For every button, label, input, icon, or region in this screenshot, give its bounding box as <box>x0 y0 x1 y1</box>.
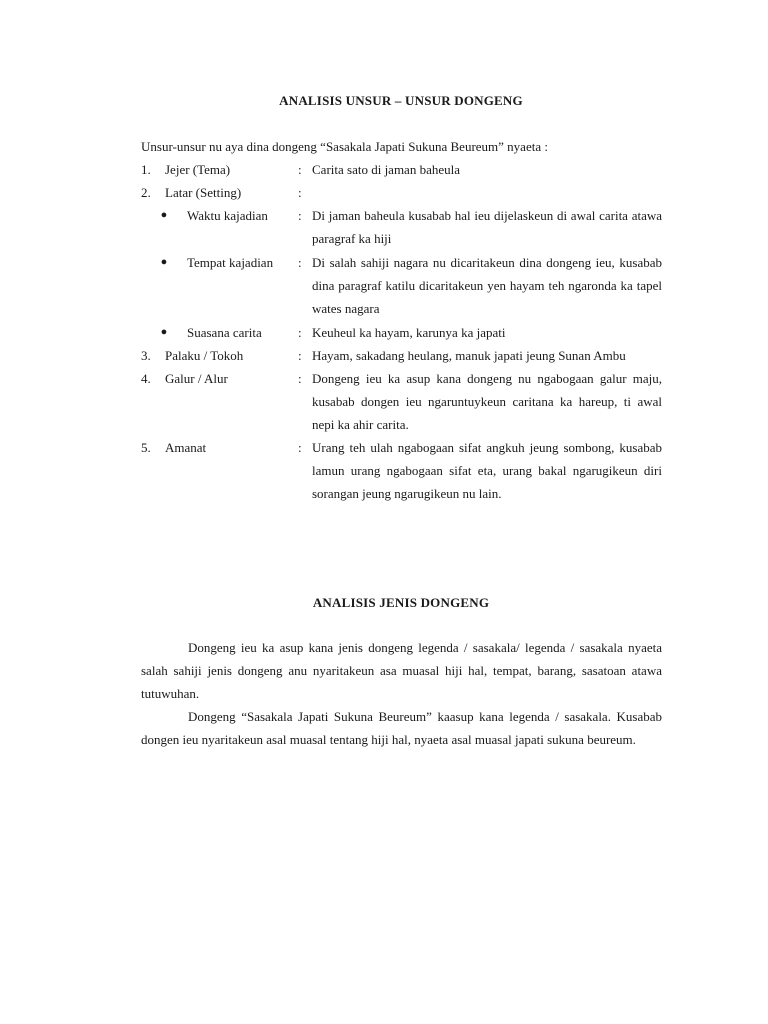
jenis-paragraphs <box>141 636 662 751</box>
colon: : <box>298 371 302 386</box>
colon: : <box>298 440 302 455</box>
sub-item-label: Suasana carita <box>187 325 262 340</box>
sub-item-value: Keuheul ka hayam, karunya ka japati <box>312 325 506 340</box>
section-title-jenis: ANALISIS JENIS DONGENG <box>312 595 490 610</box>
item-number: 4. <box>141 371 151 386</box>
item-number: 1. <box>141 162 151 177</box>
list-item-latar <box>141 181 662 204</box>
paragraph: Dongeng “Sasakala Japati Sukuna Beureum” kaasup kana legenda / sasakala. Kusabab dongen ieu nyaritakeun asal muasal tentang hiji hal, nyaeta asal muasal japati sukuna beureum. <box>141 709 662 747</box>
sub-item-value: Di jaman baheula kusabab hal ieu dijelaskeun di awal carita atawa paragraf ka hiji <box>312 208 662 246</box>
item-value: Hayam, sakadang heulang, manuk japati jeung Sunan Ambu <box>312 348 626 363</box>
colon: : <box>298 185 302 200</box>
item-label: Palaku / Tokoh <box>165 348 244 363</box>
bullet-icon: ● <box>160 256 168 268</box>
item-label: Galur / Alur <box>165 371 228 386</box>
item-number: 2. <box>141 185 151 200</box>
item-label: Latar (Setting) <box>165 185 242 200</box>
item-label: Jejer (Tema) <box>165 162 231 177</box>
bullet-icon: ● <box>160 209 168 221</box>
sub-item-waktu <box>141 204 662 250</box>
item-value: Urang teh ulah ngabogaan sifat angkuh jeung sombong, kusabab lamun urang ngabogaan sifat eta, urang bakal ngarugikeun diri sorangan jeung ngarugikeun nu lain. <box>312 440 662 501</box>
list-item-palaku <box>141 344 662 367</box>
section-title-unsur: ANALISIS UNSUR – UNSUR DONGENG <box>279 93 523 108</box>
item-number: 5. <box>141 440 151 455</box>
item-number: 3. <box>141 348 151 363</box>
item-value: Dongeng ieu ka asup kana dongeng nu ngabogaan galur maju, kusabab dongen ieu ngaruntuykeun caritana ka hareup, ti awal nepi ka ahir carita. <box>312 371 662 432</box>
colon: : <box>298 255 302 270</box>
list-item-galur <box>141 367 662 436</box>
colon: : <box>298 348 302 363</box>
colon: : <box>298 162 302 177</box>
sub-item-label: Waktu kajadian <box>187 208 268 223</box>
item-label: Amanat <box>165 440 207 455</box>
list-item-amanat <box>141 436 662 505</box>
sub-item-tempat <box>141 251 662 320</box>
list-item-jejer <box>141 158 662 181</box>
sub-item-value: Di salah sahiji nagara nu dicaritakeun dina dongeng ieu, kusabab dina paragraf katilu dicaritakeun yen hayam teh ngaronda ka tapel wates nagara <box>312 255 662 316</box>
intro-text: Unsur-unsur nu aya dina dongeng “Sasakala Japati Sukuna Beureum” nyaeta : <box>141 139 548 154</box>
sub-item-suasana <box>141 321 662 344</box>
bullet-icon: ● <box>160 326 168 338</box>
item-value: Carita sato di jaman baheula <box>312 162 461 177</box>
colon: : <box>298 208 302 223</box>
sub-item-label: Tempat kajadian <box>187 255 274 270</box>
colon: : <box>298 325 302 340</box>
unsur-list <box>141 158 662 505</box>
paragraph: Dongeng ieu ka asup kana jenis dongeng legenda / sasakala/ legenda / sasakala nyaeta salah sahiji jenis dongeng anu nyaritakeun asa muasal hiji hal, tempat, barang, sasatoan atawa tutuwuhan. <box>141 640 662 701</box>
